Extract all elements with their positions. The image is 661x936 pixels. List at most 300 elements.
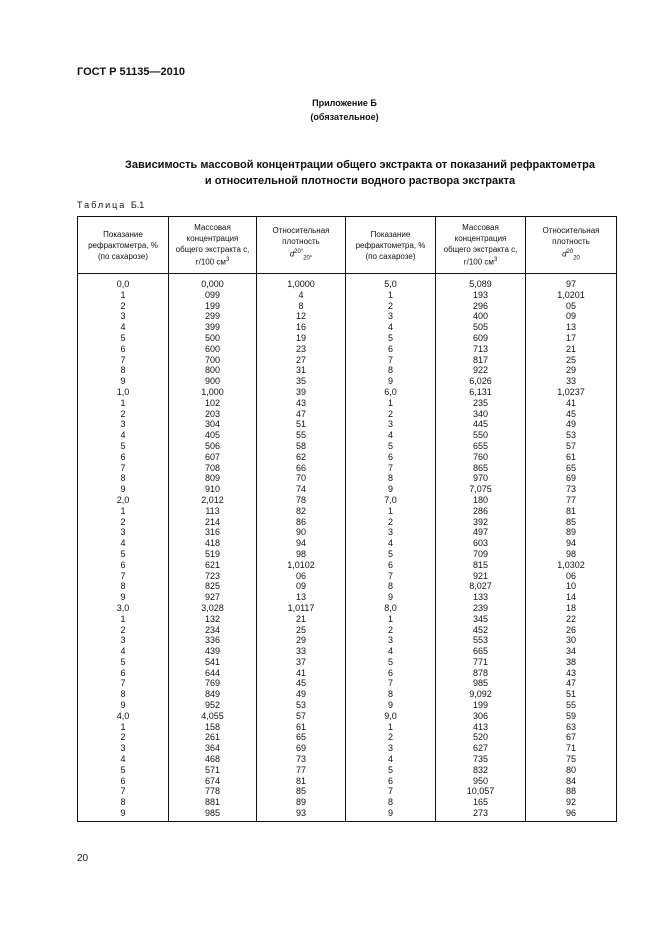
table-row <box>78 419 617 430</box>
cell-density-right: 85 <box>526 517 617 528</box>
cell-concentration-left: 418 <box>169 538 257 549</box>
document-title <box>60 157 660 189</box>
cell-density-left: 53 <box>257 700 346 711</box>
refractometer-table <box>77 216 617 822</box>
table-body <box>78 274 617 822</box>
cell-concentration-left: 3,028 <box>169 603 257 614</box>
table-row <box>78 506 617 517</box>
table-row <box>78 581 617 592</box>
cell-density-left: 51 <box>257 419 346 430</box>
table-row <box>78 678 617 689</box>
cell-density-right: 59 <box>526 711 617 722</box>
cell-reading-right: 7 <box>346 678 436 689</box>
cell-concentration-right: 6,131 <box>436 387 526 398</box>
cell-reading-left: 2 <box>78 625 169 636</box>
density-symbol-right <box>528 247 614 264</box>
cell-concentration-right: 550 <box>436 430 526 441</box>
cell-concentration-left: 506 <box>169 441 257 452</box>
cell-reading-right: 7 <box>346 571 436 582</box>
cell-concentration-right: 273 <box>436 808 526 821</box>
cell-reading-right: 1 <box>346 506 436 517</box>
cell-concentration-right: 239 <box>436 603 526 614</box>
table-row <box>78 646 617 657</box>
cell-concentration-left: 299 <box>169 311 257 322</box>
table-row <box>78 387 617 398</box>
cell-reading-left: 3 <box>78 311 169 322</box>
cell-density-left: 35 <box>257 376 346 387</box>
cell-density-left: 1,0117 <box>257 603 346 614</box>
cell-concentration-left: 778 <box>169 786 257 797</box>
density-symbol-left <box>259 247 343 264</box>
cell-density-left: 62 <box>257 452 346 463</box>
cell-density-left: 43 <box>257 398 346 409</box>
appendix-heading <box>0 96 661 124</box>
appendix-status: (обязательное) <box>310 112 379 122</box>
table-row <box>78 344 617 355</box>
cell-reading-right: 1 <box>346 398 436 409</box>
header-concentration-left-line: общего экстракта с, <box>175 245 250 255</box>
cell-density-left: 65 <box>257 732 346 743</box>
cell-density-right: 75 <box>526 754 617 765</box>
cell-reading-left: 8 <box>78 581 169 592</box>
header-reading-right <box>346 217 436 274</box>
cell-concentration-right: 603 <box>436 538 526 549</box>
cell-concentration-left: 099 <box>169 290 257 301</box>
cell-concentration-right: 520 <box>436 732 526 743</box>
table-row <box>78 430 617 441</box>
cell-density-left: 70 <box>257 473 346 484</box>
cell-density-left: 8 <box>257 301 346 312</box>
table-row <box>78 355 617 366</box>
header-concentration-right <box>436 217 526 274</box>
cell-concentration-right: 6,026 <box>436 376 526 387</box>
cell-concentration-right: 10,057 <box>436 786 526 797</box>
cell-reading-left: 4 <box>78 322 169 333</box>
cell-reading-right: 2 <box>346 409 436 420</box>
cell-density-left: 1,0000 <box>257 274 346 290</box>
cell-concentration-left: 849 <box>169 689 257 700</box>
cell-density-right: 34 <box>526 646 617 657</box>
cell-concentration-left: 881 <box>169 797 257 808</box>
cell-density-right: 18 <box>526 603 617 614</box>
cell-concentration-left: 0,000 <box>169 274 257 290</box>
cell-concentration-left: 952 <box>169 700 257 711</box>
table-row <box>78 722 617 733</box>
cell-concentration-right: 832 <box>436 765 526 776</box>
cell-density-left: 23 <box>257 344 346 355</box>
cell-concentration-right: 921 <box>436 571 526 582</box>
cell-concentration-right: 709 <box>436 549 526 560</box>
table-row <box>78 527 617 538</box>
cell-density-right: 09 <box>526 311 617 322</box>
cell-concentration-right: 7,075 <box>436 484 526 495</box>
cell-density-right: 96 <box>526 808 617 821</box>
header-density-left <box>257 217 346 274</box>
cell-concentration-left: 364 <box>169 743 257 754</box>
table-row <box>78 743 617 754</box>
cell-reading-left: 9 <box>78 592 169 603</box>
cell-reading-right: 7,0 <box>346 495 436 506</box>
table-row <box>78 657 617 668</box>
cell-concentration-left: 304 <box>169 419 257 430</box>
cell-reading-right: 3 <box>346 635 436 646</box>
cell-reading-left: 8 <box>78 797 169 808</box>
header-concentration-right-line: общего экстракта с, <box>443 245 518 255</box>
cell-concentration-right: 505 <box>436 322 526 333</box>
table-caption <box>77 200 144 210</box>
cell-reading-right: 4 <box>346 646 436 657</box>
cell-density-left: 19 <box>257 333 346 344</box>
cell-density-right: 61 <box>526 452 617 463</box>
cell-density-right: 80 <box>526 765 617 776</box>
table-row <box>78 301 617 312</box>
table-row <box>78 603 617 614</box>
cell-concentration-right: 452 <box>436 625 526 636</box>
header-reading-left <box>78 217 169 274</box>
cell-reading-left: 1 <box>78 506 169 517</box>
cell-density-left: 37 <box>257 657 346 668</box>
table-row <box>78 635 617 646</box>
cell-concentration-right: 340 <box>436 409 526 420</box>
cell-reading-left: 4 <box>78 538 169 549</box>
cell-density-right: 38 <box>526 657 617 668</box>
table-row <box>78 700 617 711</box>
cell-concentration-left: 708 <box>169 463 257 474</box>
cell-concentration-right: 133 <box>436 592 526 603</box>
cell-density-left: 57 <box>257 711 346 722</box>
table-row <box>78 538 617 549</box>
cell-concentration-right: 445 <box>436 419 526 430</box>
cell-concentration-left: 825 <box>169 581 257 592</box>
cell-density-right: 53 <box>526 430 617 441</box>
cell-concentration-right: 735 <box>436 754 526 765</box>
cell-concentration-left: 541 <box>169 657 257 668</box>
cell-reading-left: 6 <box>78 776 169 787</box>
cell-concentration-left: 203 <box>169 409 257 420</box>
table-row <box>78 409 617 420</box>
cell-density-right: 49 <box>526 419 617 430</box>
cell-reading-right: 4 <box>346 754 436 765</box>
cell-density-left: 33 <box>257 646 346 657</box>
cell-density-left: 66 <box>257 463 346 474</box>
cell-density-left: 25 <box>257 625 346 636</box>
table-row <box>78 365 617 376</box>
cell-reading-left: 5 <box>78 765 169 776</box>
header-reading-right-line: (по сахарозе) <box>365 251 416 261</box>
table-row <box>78 398 617 409</box>
cell-concentration-right: 609 <box>436 333 526 344</box>
cell-reading-left: 3 <box>78 743 169 754</box>
cell-density-left: 31 <box>257 365 346 376</box>
document-code: ГОСТ Р 51135—2010 <box>77 66 185 78</box>
header-density-right-line: Относительная <box>542 226 600 236</box>
cell-concentration-right: 392 <box>436 517 526 528</box>
cell-reading-right: 4 <box>346 538 436 549</box>
cell-density-left: 86 <box>257 517 346 528</box>
cell-reading-right: 9 <box>346 484 436 495</box>
table-row <box>78 668 617 679</box>
cell-concentration-left: 621 <box>169 560 257 571</box>
cell-density-left: 90 <box>257 527 346 538</box>
cell-reading-right: 2 <box>346 517 436 528</box>
cell-reading-left: 1 <box>78 398 169 409</box>
cell-reading-left: 9 <box>78 700 169 711</box>
cell-reading-right: 7 <box>346 355 436 366</box>
cell-density-left: 12 <box>257 311 346 322</box>
cell-density-right: 45 <box>526 409 617 420</box>
document-title-line-1: Зависимость массовой концентрации общего экстракта от показаний рефрактометра <box>125 159 595 171</box>
cell-reading-right: 6,0 <box>346 387 436 398</box>
table-row <box>78 333 617 344</box>
cell-reading-right: 4 <box>346 430 436 441</box>
cell-concentration-right: 665 <box>436 646 526 657</box>
cell-density-right: 84 <box>526 776 617 787</box>
table-row <box>78 560 617 571</box>
cell-concentration-right: 865 <box>436 463 526 474</box>
cell-reading-right: 9 <box>346 700 436 711</box>
cell-density-right: 1,0302 <box>526 560 617 571</box>
cell-concentration-left: 644 <box>169 668 257 679</box>
page-number: 20 <box>77 853 89 864</box>
cell-density-right: 92 <box>526 797 617 808</box>
cell-concentration-right: 165 <box>436 797 526 808</box>
cell-concentration-left: 4,055 <box>169 711 257 722</box>
header-reading-left-line: Показание <box>103 229 143 239</box>
cell-density-left: 98 <box>257 549 346 560</box>
cell-concentration-left: 985 <box>169 808 257 821</box>
concentration-unit: г/100 см <box>195 257 226 267</box>
concentration-unit-exponent: 3 <box>225 257 230 264</box>
header-density-right <box>526 217 617 274</box>
cell-concentration-left: 910 <box>169 484 257 495</box>
table-row <box>78 592 617 603</box>
cell-reading-left: 3 <box>78 419 169 430</box>
cell-concentration-left: 214 <box>169 517 257 528</box>
cell-concentration-left: 399 <box>169 322 257 333</box>
table-row <box>78 711 617 722</box>
cell-concentration-left: 800 <box>169 365 257 376</box>
table-row <box>78 754 617 765</box>
cell-reading-left: 2 <box>78 301 169 312</box>
cell-concentration-left: 2,012 <box>169 495 257 506</box>
cell-density-left: 85 <box>257 786 346 797</box>
cell-density-left: 49 <box>257 689 346 700</box>
header-concentration-left-unit <box>171 255 254 268</box>
table-row <box>78 495 617 506</box>
cell-reading-left: 7 <box>78 786 169 797</box>
cell-concentration-left: 500 <box>169 333 257 344</box>
cell-reading-right: 3 <box>346 527 436 538</box>
cell-density-right: 10 <box>526 581 617 592</box>
cell-concentration-left: 336 <box>169 635 257 646</box>
cell-concentration-right: 878 <box>436 668 526 679</box>
cell-concentration-left: 158 <box>169 722 257 733</box>
cell-concentration-left: 723 <box>169 571 257 582</box>
cell-concentration-left: 607 <box>169 452 257 463</box>
concentration-unit: г/100 см <box>463 257 494 267</box>
cell-density-right: 41 <box>526 398 617 409</box>
cell-reading-left: 5 <box>78 657 169 668</box>
table-caption-word: Таблица <box>77 200 127 210</box>
table-row <box>78 484 617 495</box>
cell-concentration-left: 199 <box>169 301 257 312</box>
cell-reading-left: 7 <box>78 571 169 582</box>
header-concentration-left-line: концентрация <box>186 234 239 244</box>
cell-density-left: 39 <box>257 387 346 398</box>
cell-concentration-right: 5,089 <box>436 274 526 290</box>
cell-density-left: 06 <box>257 571 346 582</box>
cell-density-right: 98 <box>526 549 617 560</box>
cell-density-left: 89 <box>257 797 346 808</box>
cell-reading-right: 5,0 <box>346 274 436 290</box>
cell-density-right: 89 <box>526 527 617 538</box>
header-concentration-left-line: Массовая <box>194 223 231 233</box>
cell-reading-left: 4 <box>78 646 169 657</box>
cell-density-left: 47 <box>257 409 346 420</box>
cell-density-right: 65 <box>526 463 617 474</box>
cell-density-right: 26 <box>526 625 617 636</box>
cell-density-left: 09 <box>257 581 346 592</box>
cell-reading-left: 9 <box>78 808 169 821</box>
cell-reading-right: 6 <box>346 344 436 355</box>
cell-density-left: 27 <box>257 355 346 366</box>
cell-concentration-left: 1,000 <box>169 387 257 398</box>
cell-reading-right: 7 <box>346 786 436 797</box>
table-row <box>78 765 617 776</box>
cell-density-left: 1,0102 <box>257 560 346 571</box>
cell-reading-right: 9 <box>346 376 436 387</box>
cell-concentration-right: 627 <box>436 743 526 754</box>
cell-concentration-right: 655 <box>436 441 526 452</box>
cell-density-left: 93 <box>257 808 346 821</box>
cell-density-left: 45 <box>257 678 346 689</box>
cell-density-right: 47 <box>526 678 617 689</box>
cell-reading-left: 1 <box>78 614 169 625</box>
cell-reading-left: 8 <box>78 365 169 376</box>
cell-reading-right: 2 <box>346 301 436 312</box>
cell-concentration-left: 316 <box>169 527 257 538</box>
cell-reading-right: 9 <box>346 592 436 603</box>
header-concentration-right-line: Массовая <box>462 223 499 233</box>
cell-reading-left: 5 <box>78 549 169 560</box>
table-row <box>78 808 617 821</box>
cell-reading-right: 8,0 <box>346 603 436 614</box>
table-row <box>78 571 617 582</box>
table-row <box>78 322 617 333</box>
cell-density-right: 77 <box>526 495 617 506</box>
table-row <box>78 452 617 463</box>
cell-reading-left: 8 <box>78 689 169 700</box>
cell-concentration-right: 817 <box>436 355 526 366</box>
cell-density-left: 74 <box>257 484 346 495</box>
table-row <box>78 797 617 808</box>
cell-density-right: 94 <box>526 538 617 549</box>
cell-reading-right: 5 <box>346 441 436 452</box>
cell-density-right: 69 <box>526 473 617 484</box>
cell-concentration-right: 970 <box>436 473 526 484</box>
cell-density-left: 77 <box>257 765 346 776</box>
cell-density-right: 30 <box>526 635 617 646</box>
cell-reading-right: 3 <box>346 311 436 322</box>
table-row <box>78 689 617 700</box>
header-concentration-left <box>169 217 257 274</box>
cell-reading-left: 2 <box>78 732 169 743</box>
cell-density-left: 94 <box>257 538 346 549</box>
cell-density-right: 17 <box>526 333 617 344</box>
table-row <box>78 517 617 528</box>
cell-concentration-right: 180 <box>436 495 526 506</box>
cell-reading-left: 9 <box>78 484 169 495</box>
cell-concentration-left: 769 <box>169 678 257 689</box>
table-header-row <box>78 217 617 274</box>
cell-reading-right: 9,0 <box>346 711 436 722</box>
cell-reading-right: 1 <box>346 290 436 301</box>
cell-reading-left: 3 <box>78 635 169 646</box>
cell-reading-left: 6 <box>78 452 169 463</box>
table-row <box>78 732 617 743</box>
cell-concentration-right: 760 <box>436 452 526 463</box>
header-density-left-line: плотность <box>282 237 320 247</box>
table-row <box>78 786 617 797</box>
cell-concentration-right: 553 <box>436 635 526 646</box>
cell-reading-left: 7 <box>78 463 169 474</box>
cell-concentration-left: 439 <box>169 646 257 657</box>
cell-reading-right: 8 <box>346 473 436 484</box>
cell-density-left: 55 <box>257 430 346 441</box>
cell-density-left: 61 <box>257 722 346 733</box>
table-row <box>78 776 617 787</box>
cell-reading-right: 6 <box>346 668 436 679</box>
cell-density-left: 58 <box>257 441 346 452</box>
cell-reading-right: 6 <box>346 452 436 463</box>
table-row <box>78 625 617 636</box>
table-row <box>78 290 617 301</box>
cell-concentration-left: 927 <box>169 592 257 603</box>
cell-concentration-right: 815 <box>436 560 526 571</box>
cell-concentration-right: 8,027 <box>436 581 526 592</box>
table-row <box>78 441 617 452</box>
cell-reading-left: 4 <box>78 754 169 765</box>
density-symbol: d <box>289 250 295 260</box>
cell-concentration-right: 345 <box>436 614 526 625</box>
cell-reading-right: 1 <box>346 722 436 733</box>
cell-density-right: 88 <box>526 786 617 797</box>
cell-density-right: 06 <box>526 571 617 582</box>
appendix-title: Приложение Б <box>312 98 377 108</box>
cell-concentration-right: 199 <box>436 700 526 711</box>
cell-concentration-left: 900 <box>169 376 257 387</box>
cell-reading-left: 3 <box>78 527 169 538</box>
cell-concentration-right: 296 <box>436 301 526 312</box>
header-reading-left-line: рефрактометра, % <box>88 240 158 250</box>
cell-concentration-right: 950 <box>436 776 526 787</box>
cell-density-right: 73 <box>526 484 617 495</box>
table-row <box>78 549 617 560</box>
cell-concentration-left: 102 <box>169 398 257 409</box>
cell-concentration-right: 306 <box>436 711 526 722</box>
cell-density-right: 21 <box>526 344 617 355</box>
table-row <box>78 311 617 322</box>
cell-concentration-right: 235 <box>436 398 526 409</box>
cell-density-left: 4 <box>257 290 346 301</box>
cell-concentration-left: 674 <box>169 776 257 787</box>
cell-reading-right: 2 <box>346 732 436 743</box>
density-symbol-sub: 20 <box>573 255 580 262</box>
cell-density-right: 51 <box>526 689 617 700</box>
cell-concentration-right: 713 <box>436 344 526 355</box>
cell-density-left: 73 <box>257 754 346 765</box>
cell-concentration-left: 809 <box>169 473 257 484</box>
